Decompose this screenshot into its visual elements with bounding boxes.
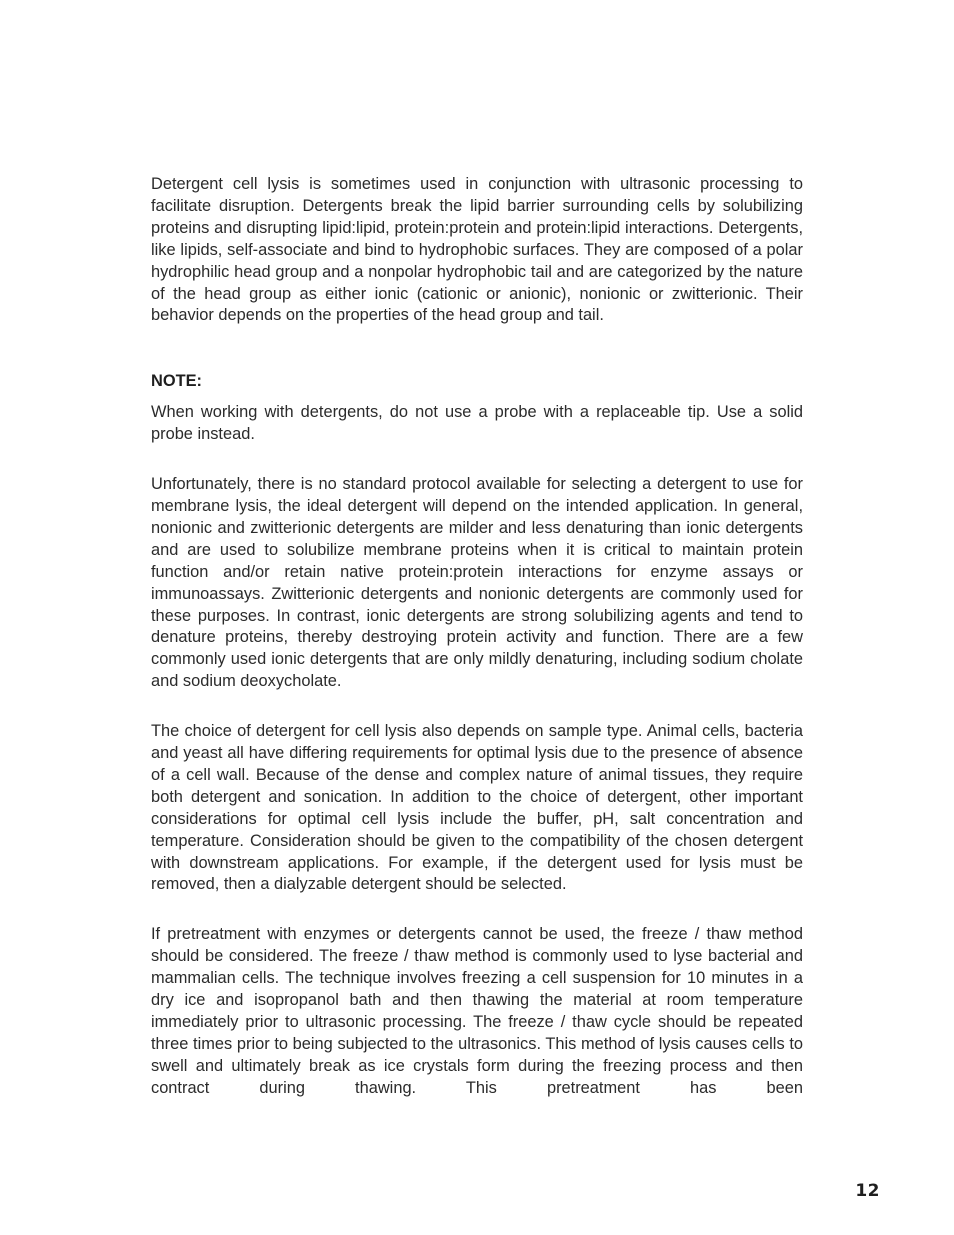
document-body <box>151 174 803 1100</box>
page-number: 12 <box>855 1181 880 1201</box>
paragraph-detergent-lysis: Detergent cell lysis is sometimes used in conjunction with ultrasonic processing to facilitate disruption. Detergents break the lipid barrier surrounding cells by solubilizing proteins and disrupting lipid:lipid, protein:protein and protein:lipid interactions. Detergents, like lipids, self-associate and bind to hydrophobic surfaces. They are composed of a polar hydrophilic head group and a nonpolar hydrophobic tail and are categorized by the nature of the head group as either ionic (cationic or anionic), nonionic or zwitterionic. Their behavior depends on the properties of the head group and tail. <box>151 175 803 325</box>
paragraph-detergent-selection: Unfortunately, there is no standard protocol available for selecting a detergent to use for membrane lysis, the ideal detergent will depend on the intended application. In general, nonionic and zwitterionic detergents are milder and less denaturing than ionic detergents and are used to solubilize membrane proteins when it is critical to maintain protein function and/or retain native protein:protein interactions for enzyme assays or immunoassays. Zwitterionic detergents and nonionic detergents are commonly used for these purposes. In contrast, ionic detergents are strong solubilizing agents and tend to denature proteins, thereby destroying protein activity and function. There are a few commonly used ionic detergents that are only mildly denaturing, including sodium cholate and sodium deoxycholate. <box>151 475 803 691</box>
paragraph-freeze-thaw: If pretreatment with enzymes or detergents cannot be used, the freeze / thaw method should be considered. The freeze / thaw method is commonly used to lyse bacterial and mammalian cells. The technique involves freezing a cell suspension for 10 minutes in a dry ice and isopropanol bath and then thawing the material at room temperature immediately prior to ultrasonic processing. The freeze / thaw cycle should be repeated three times prior to being subjected to the ultrasonics. This method of lysis causes cells to swell and ultimately break as ice crystals form during the freezing process and then contract during thawing. This pretreatment has been <box>151 925 803 1097</box>
note-heading: NOTE: <box>151 372 202 391</box>
note-text: When working with detergents, do not use a probe with a replaceable tip. Use a solid probe instead. <box>151 403 803 444</box>
paragraph-sample-type: The choice of detergent for cell lysis also depends on sample type. Animal cells, bacteria and yeast all have differing requirements for optimal lysis due to the presence of absence of a cell wall. Because of the dense and complex nature of animal tissues, they require both detergent and sonication. In addition to the choice of detergent, other important considerations for optimal cell lysis include the buffer, pH, salt concentration and temperature. Consideration should be given to the compatibility of the chosen detergent with downstream applications. For example, if the detergent used for lysis must be removed, then a dialyzable detergent should be selected. <box>151 722 803 894</box>
